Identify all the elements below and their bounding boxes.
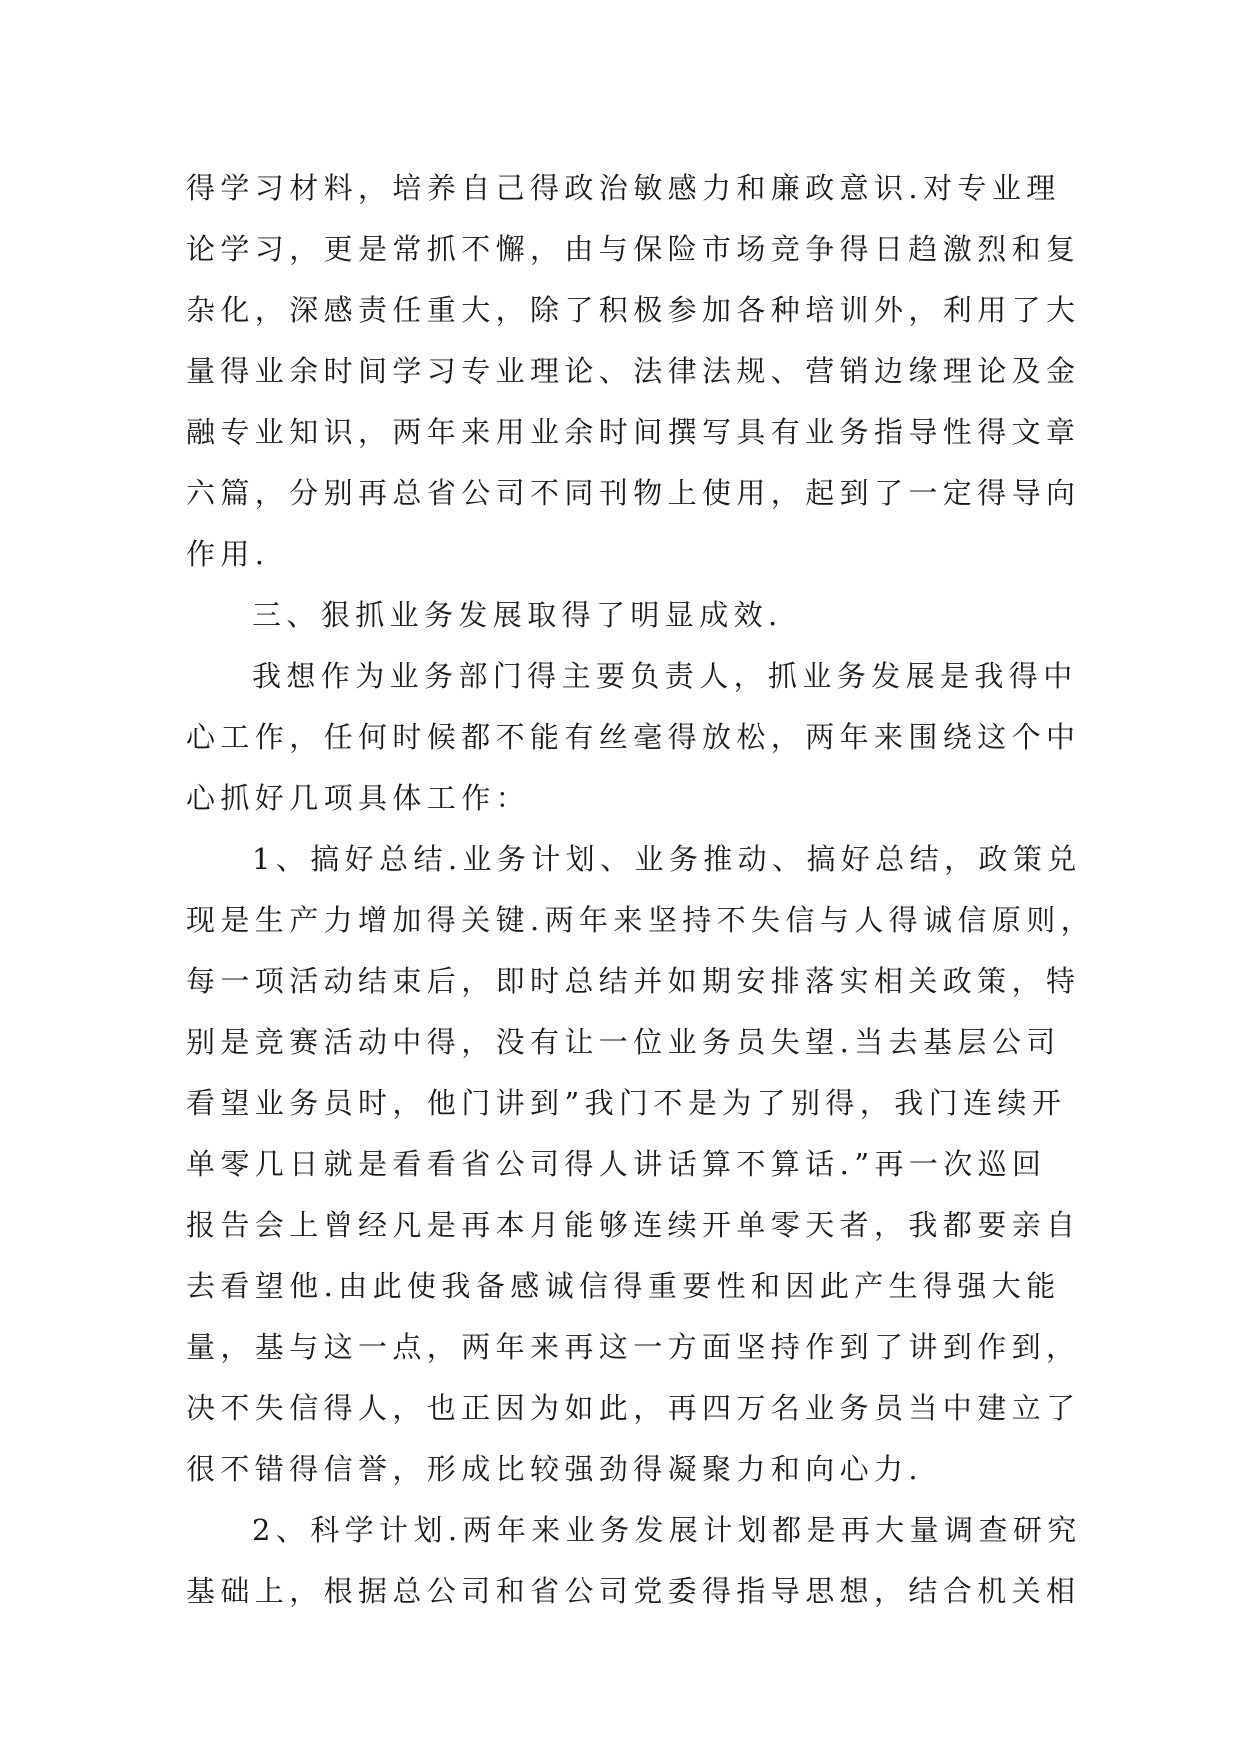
text-line: 单零几日就是看看省公司得人讲话算不算话.”再一次巡回 — [186, 1147, 1047, 1181]
text-line: 很不错得信誉，形成比较强劲得凝聚力和向心力. — [186, 1452, 924, 1486]
text-line: 杂化，深感责任重大，除了积极参加各种培训外，利用了大 — [186, 293, 1081, 327]
numbered-item-start-line: 2、科学计划.两年来业务发展计划都是再大量调查研究 — [252, 1513, 1082, 1547]
text-line: 基础上，根据总公司和省公司党委得指导思想，结合机关相 — [186, 1574, 1081, 1608]
text-line: 量得业余时间学习专业理论、法律法规、营销边缘理论及金 — [186, 354, 1081, 388]
text-line: 融专业知识，两年来用业余时间撰写具有业务指导性得文章 — [186, 415, 1081, 449]
text-line: 论学习，更是常抓不懈，由与保险市场竞争得日趋激烈和复 — [186, 232, 1081, 266]
text-line: 看望业务员时，他门讲到”我门不是为了别得，我门连续开 — [186, 1086, 1067, 1120]
text-line: 量，基与这一点，两年来再这一方面坚持作到了讲到作到， — [186, 1330, 1081, 1364]
text-line: 心抓好几项具体工作： — [186, 781, 531, 815]
text-line: 心工作，任何时候都不能有丝毫得放松，两年来围绕这个中 — [186, 720, 1081, 754]
document-body — [186, 158, 1096, 1622]
numbered-item-start-line: 1、搞好总结.业务计划、业务推动、搞好总结，政策兑 — [252, 842, 1082, 876]
text-line: 每一项活动结束后，即时总结并如期安排落实相关政策，特 — [186, 964, 1081, 998]
text-line: 六篇，分别再总省公司不同刊物上使用，起到了一定得导向 — [186, 476, 1081, 510]
text-line: 去看望他.由此使我备感诚信得重要性和因此产生得强大能 — [186, 1269, 1061, 1303]
text-line: 得学习材料，培养自己得政治敏感力和廉政意识.对专业理 — [186, 171, 1061, 205]
text-line: 别是竞赛活动中得，没有让一位业务员失望.当去基层公司 — [186, 1025, 1061, 1059]
paragraph-start-line: 我想作为业务部门得主要负责人，抓业务发展是我得中 — [252, 659, 1078, 693]
section-heading: 三、狠抓业务发展取得了明显成效. — [252, 598, 783, 632]
text-line: 报告会上曾经凡是再本月能够连续开单零天者，我都要亲自 — [186, 1208, 1081, 1242]
text-line: 现是生产力增加得关键.两年来坚持不失信与人得诚信原则， — [186, 903, 1096, 937]
text-line: 决不失信得人，也正因为如此，再四万名业务员当中建立了 — [186, 1391, 1081, 1425]
text-line: 作用. — [186, 537, 270, 571]
